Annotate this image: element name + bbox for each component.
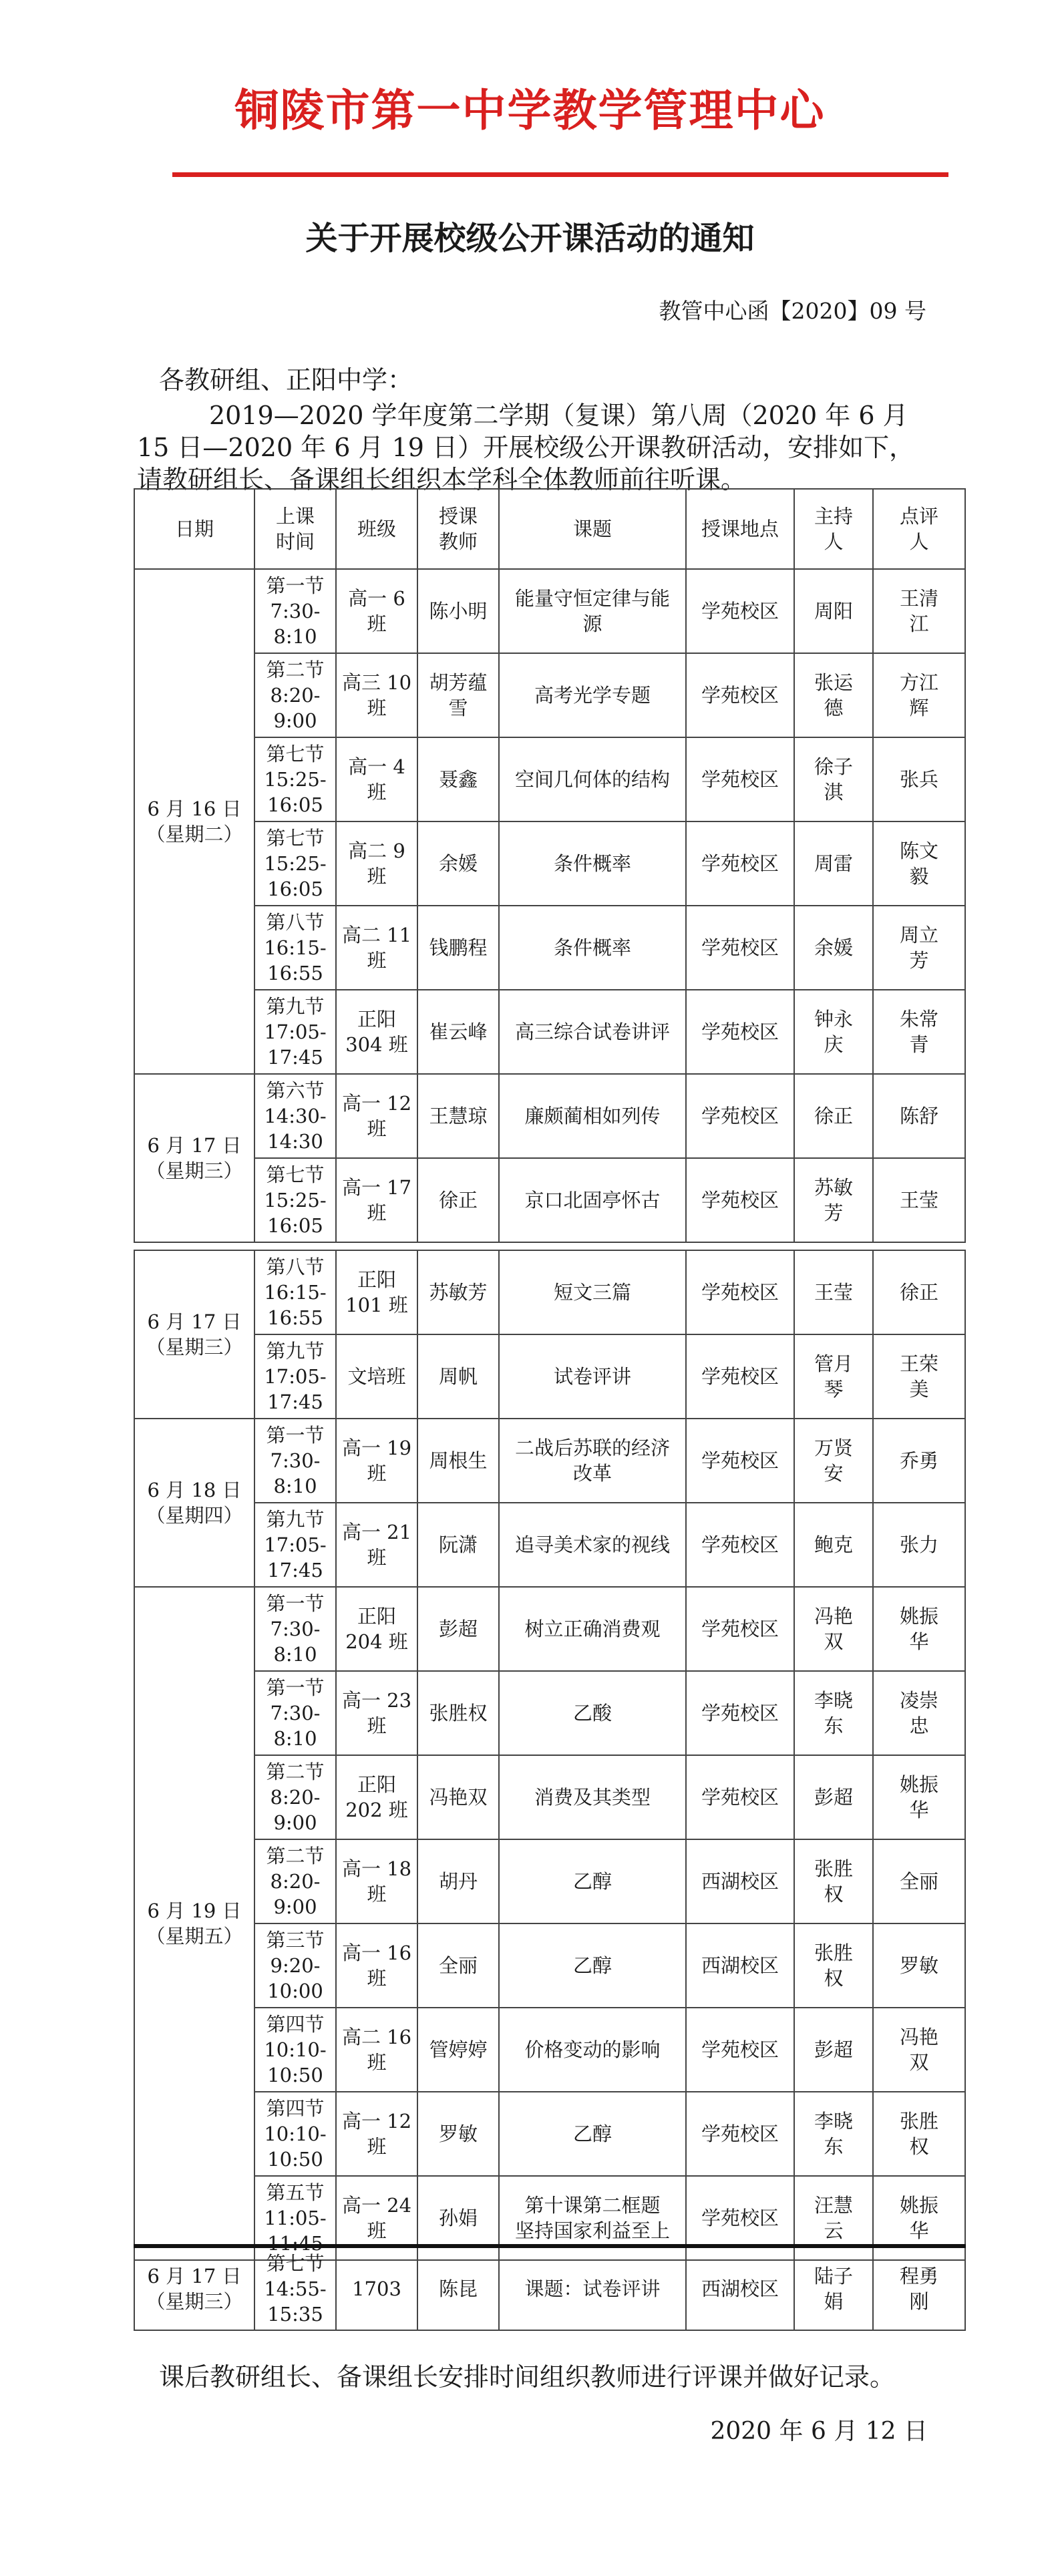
- time-cell: 第一节 7:30- 8:10: [254, 1419, 336, 1503]
- reviewer-cell: 姚振 华: [873, 2176, 965, 2260]
- class-cell: 高一 24 班: [336, 2176, 417, 2260]
- time-cell: 第一节 7:30- 8:10: [254, 1671, 336, 1755]
- reviewer-cell: 乔勇: [873, 1419, 965, 1503]
- time-cell: 第六节 14:30- 14:30: [254, 1074, 336, 1158]
- teacher-cell: 余媛: [417, 821, 499, 906]
- notice-paragraph: 2019—2020 学年度第二学期（复课）第八周（2020 年 6 月 15 日—2020 年 6 月 19 日）开展校级公开课教研活动，安排如下，请教研组长、备课组长组织本学科全体教师前往听课。: [137, 401, 915, 494]
- reviewer-cell: 方江 辉: [873, 653, 965, 737]
- topic-cell: 追寻美术家的视线: [499, 1503, 686, 1587]
- header-place: 授课地点: [686, 489, 794, 569]
- reviewer-cell: 张胜 权: [873, 2092, 965, 2176]
- issue-date: 2020 年 6 月 12 日: [710, 2418, 928, 2445]
- table-row: [134, 737, 965, 821]
- time-cell: 第九节 17:05- 17:45: [254, 1334, 336, 1419]
- class-cell: 正阳 204 班: [336, 1587, 417, 1671]
- place-cell: 学苑校区: [686, 1419, 794, 1503]
- teacher-cell: 罗敏: [417, 2092, 499, 2176]
- place-cell: 学苑校区: [686, 1334, 794, 1419]
- reviewer-cell: 凌崇 忠: [873, 1671, 965, 1755]
- header-host: 主持 人: [794, 489, 873, 569]
- topic-cell: 乙醇: [499, 1839, 686, 1923]
- table-row: [134, 1923, 965, 2008]
- topic-cell: 廉颇蔺相如列传: [499, 1074, 686, 1158]
- footer-note: 课后教研组长、备课组长安排时间组织教师进行评课并做好记录。: [159, 2362, 896, 2392]
- teacher-cell: 张胜权: [417, 1671, 499, 1755]
- class-cell: 高二 9 班: [336, 821, 417, 906]
- place-cell: 学苑校区: [686, 1587, 794, 1671]
- header-date: 日期: [134, 489, 254, 569]
- teacher-cell: 崔云峰: [417, 990, 499, 1074]
- class-cell: 高一 12 班: [336, 2092, 417, 2176]
- table-row: [134, 1503, 965, 1587]
- time-cell: 第七节 15:25- 16:05: [254, 821, 336, 906]
- table-row: [134, 653, 965, 737]
- table-body: [134, 1250, 965, 2260]
- place-cell: 学苑校区: [686, 1250, 794, 1334]
- place-cell: 西湖校区: [686, 2246, 794, 2330]
- table-row: [134, 1755, 965, 1839]
- reviewer-cell: 冯艳 双: [873, 2008, 965, 2092]
- class-cell: 高一 12 班: [336, 1074, 417, 1158]
- topic-cell: 空间几何体的结构: [499, 737, 686, 821]
- place-cell: 西湖校区: [686, 1839, 794, 1923]
- header-reviewer: 点评 人: [873, 489, 965, 569]
- place-cell: 学苑校区: [686, 1158, 794, 1242]
- topic-cell: 乙酸: [499, 1671, 686, 1755]
- reviewer-cell: 朱常 青: [873, 990, 965, 1074]
- time-cell: 第一节 7:30- 8:10: [254, 1587, 336, 1671]
- table-row: [134, 906, 965, 990]
- teacher-cell: 彭超: [417, 1587, 499, 1671]
- class-cell: 文培班: [336, 1334, 417, 1419]
- reviewer-cell: 张力: [873, 1503, 965, 1587]
- host-cell: 李晓 东: [794, 2092, 873, 2176]
- place-cell: 学苑校区: [686, 1503, 794, 1587]
- class-cell: 正阳 304 班: [336, 990, 417, 1074]
- time-cell: 第二节 8:20- 9:00: [254, 1839, 336, 1923]
- time-cell: 第四节 10:10- 10:50: [254, 2008, 336, 2092]
- place-cell: 学苑校区: [686, 2008, 794, 2092]
- teacher-cell: 全丽: [417, 1923, 499, 2008]
- date-cell: 6 月 17 日 （星期三）: [134, 1250, 254, 1419]
- class-cell: 高一 18 班: [336, 1839, 417, 1923]
- topic-cell: 乙醇: [499, 2092, 686, 2176]
- table-row: [134, 1419, 965, 1503]
- host-cell: 周阳: [794, 569, 873, 653]
- table-row: [134, 2008, 965, 2092]
- table-row: [134, 1587, 965, 1671]
- host-cell: 张胜 权: [794, 1839, 873, 1923]
- header-teacher: 授课 教师: [417, 489, 499, 569]
- topic-cell: 条件概率: [499, 821, 686, 906]
- reviewer-cell: 王荣 美: [873, 1334, 965, 1419]
- host-cell: 徐子 淇: [794, 737, 873, 821]
- time-cell: 第四节 10:10- 10:50: [254, 2092, 336, 2176]
- class-cell: 高一 21 班: [336, 1503, 417, 1587]
- place-cell: 学苑校区: [686, 737, 794, 821]
- class-cell: 1703: [336, 2246, 417, 2330]
- schedule-table-part-1: [134, 488, 966, 1243]
- class-cell: 高三 10 班: [336, 653, 417, 737]
- topic-cell: 价格变动的影响: [499, 2008, 686, 2092]
- place-cell: 学苑校区: [686, 569, 794, 653]
- reviewer-cell: 徐正: [873, 1250, 965, 1334]
- table-row: [134, 1334, 965, 1419]
- reviewer-cell: 周立 芳: [873, 906, 965, 990]
- host-cell: 冯艳 双: [794, 1587, 873, 1671]
- teacher-cell: 钱鹏程: [417, 906, 499, 990]
- date-cell: 6 月 19 日 （星期五）: [134, 1587, 254, 2260]
- table-row: [134, 1158, 965, 1242]
- table-header-row: [134, 489, 965, 569]
- class-cell: 高一 16 班: [336, 1923, 417, 2008]
- topic-cell: 第十课第二框题 坚持国家利益至上: [499, 2176, 686, 2260]
- time-cell: 第五节 11:05- 11:45: [254, 2176, 336, 2260]
- host-cell: 鲍克: [794, 1503, 873, 1587]
- topic-cell: 京口北固亭怀古: [499, 1158, 686, 1242]
- teacher-cell: 胡芳蕴 雪: [417, 653, 499, 737]
- teacher-cell: 管婷婷: [417, 2008, 499, 2092]
- class-cell: 高一 4 班: [336, 737, 417, 821]
- host-cell: 张胜 权: [794, 1923, 873, 2008]
- place-cell: 学苑校区: [686, 906, 794, 990]
- time-cell: 第七节 15:25- 16:05: [254, 1158, 336, 1242]
- schedule-table-part-2: [134, 1250, 966, 2261]
- class-cell: 高一 19 班: [336, 1419, 417, 1503]
- host-cell: 王莹: [794, 1250, 873, 1334]
- topic-cell: 能量守恒定律与能 源: [499, 569, 686, 653]
- host-cell: 管月 琴: [794, 1334, 873, 1419]
- time-cell: 第九节 17:05- 17:45: [254, 990, 336, 1074]
- date-cell: 6 月 17 日 （星期三）: [134, 1074, 254, 1242]
- class-cell: 正阳 101 班: [336, 1250, 417, 1334]
- reviewer-cell: 姚振 华: [873, 1587, 965, 1671]
- teacher-cell: 王慧琼: [417, 1074, 499, 1158]
- place-cell: 西湖校区: [686, 1923, 794, 2008]
- reviewer-cell: 全丽: [873, 1839, 965, 1923]
- table-row: [134, 2246, 965, 2330]
- table-row: [134, 1250, 965, 1334]
- class-cell: 高二 11 班: [336, 906, 417, 990]
- host-cell: 张运 德: [794, 653, 873, 737]
- host-cell: 钟永 庆: [794, 990, 873, 1074]
- table-row: [134, 1671, 965, 1755]
- header-topic: 课题: [499, 489, 686, 569]
- topic-cell: 消费及其类型: [499, 1755, 686, 1839]
- reviewer-cell: 张兵: [873, 737, 965, 821]
- place-cell: 学苑校区: [686, 821, 794, 906]
- reviewer-cell: 程勇 刚: [873, 2246, 965, 2330]
- class-cell: 高一 6 班: [336, 569, 417, 653]
- host-cell: 万贤 安: [794, 1419, 873, 1503]
- time-cell: 第一节 7:30- 8:10: [254, 569, 336, 653]
- time-cell: 第七节 14:55- 15:35: [254, 2246, 336, 2330]
- reviewer-cell: 姚振 华: [873, 1755, 965, 1839]
- addressee: 各教研组、正阳中学：: [159, 365, 413, 395]
- host-cell: 陆子 娟: [794, 2246, 873, 2330]
- header-red-line: [172, 172, 948, 177]
- topic-cell: 短文三篇: [499, 1250, 686, 1334]
- header-class: 班级: [336, 489, 417, 569]
- place-cell: 学苑校区: [686, 2092, 794, 2176]
- teacher-cell: 徐正: [417, 1158, 499, 1242]
- notice-title: 关于开展校级公开课活动的通知: [305, 220, 755, 257]
- reviewer-cell: 罗敏: [873, 1923, 965, 2008]
- place-cell: 学苑校区: [686, 990, 794, 1074]
- teacher-cell: 陈昆: [417, 2246, 499, 2330]
- teacher-cell: 胡丹: [417, 1839, 499, 1923]
- topic-cell: 试卷评讲: [499, 1334, 686, 1419]
- place-cell: 学苑校区: [686, 2176, 794, 2260]
- place-cell: 学苑校区: [686, 653, 794, 737]
- place-cell: 学苑校区: [686, 1074, 794, 1158]
- place-cell: 学苑校区: [686, 1755, 794, 1839]
- host-cell: 周雷: [794, 821, 873, 906]
- table-row: [134, 821, 965, 906]
- host-cell: 彭超: [794, 2008, 873, 2092]
- table-body: [134, 2246, 965, 2330]
- date-cell: 6 月 18 日 （星期四）: [134, 1419, 254, 1587]
- topic-cell: 高考光学专题: [499, 653, 686, 737]
- table-row: [134, 569, 965, 653]
- teacher-cell: 周帆: [417, 1334, 499, 1419]
- teacher-cell: 孙娟: [417, 2176, 499, 2260]
- class-cell: 高一 23 班: [336, 1671, 417, 1755]
- host-cell: 徐正: [794, 1074, 873, 1158]
- host-cell: 汪慧 云: [794, 2176, 873, 2260]
- table-row: [134, 1074, 965, 1158]
- teacher-cell: 冯艳双: [417, 1755, 499, 1839]
- topic-cell: 乙醇: [499, 1923, 686, 2008]
- host-cell: 李晓 东: [794, 1671, 873, 1755]
- teacher-cell: 周根生: [417, 1419, 499, 1503]
- organization-title: 铜陵市第一中学教学管理中心: [234, 85, 826, 136]
- time-cell: 第二节 8:20- 9:00: [254, 653, 336, 737]
- schedule-table-part-3: [134, 2244, 966, 2331]
- table-row: [134, 1839, 965, 1923]
- table-row: [134, 990, 965, 1074]
- topic-cell: 条件概率: [499, 906, 686, 990]
- time-cell: 第三节 9:20- 10:00: [254, 1923, 336, 2008]
- date-cell: 6 月 16 日 （星期二）: [134, 569, 254, 1074]
- host-cell: 苏敏 芳: [794, 1158, 873, 1242]
- reviewer-cell: 王清 江: [873, 569, 965, 653]
- document-number: 教管中心函【2020】09 号: [659, 298, 926, 324]
- class-cell: 高二 16 班: [336, 2008, 417, 2092]
- teacher-cell: 阮潇: [417, 1503, 499, 1587]
- time-cell: 第八节 16:15- 16:55: [254, 906, 336, 990]
- topic-cell: 高三综合试卷讲评: [499, 990, 686, 1074]
- reviewer-cell: 陈文 毅: [873, 821, 965, 906]
- reviewer-cell: 陈舒: [873, 1074, 965, 1158]
- teacher-cell: 聂鑫: [417, 737, 499, 821]
- place-cell: 学苑校区: [686, 1671, 794, 1755]
- time-cell: 第八节 16:15- 16:55: [254, 1250, 336, 1334]
- topic-cell: 二战后苏联的经济 改革: [499, 1419, 686, 1503]
- topic-cell: 树立正确消费观: [499, 1587, 686, 1671]
- topic-cell: 课题：试卷评讲: [499, 2246, 686, 2330]
- header-time: 上课 时间: [254, 489, 336, 569]
- host-cell: 余媛: [794, 906, 873, 990]
- teacher-cell: 陈小明: [417, 569, 499, 653]
- table-row: [134, 2092, 965, 2176]
- teacher-cell: 苏敏芳: [417, 1250, 499, 1334]
- reviewer-cell: 王莹: [873, 1158, 965, 1242]
- table-body: [134, 569, 965, 1242]
- time-cell: 第九节 17:05- 17:45: [254, 1503, 336, 1587]
- host-cell: 彭超: [794, 1755, 873, 1839]
- date-cell: 6 月 17 日 （星期三）: [134, 2246, 254, 2330]
- class-cell: 高一 17 班: [336, 1158, 417, 1242]
- time-cell: 第七节 15:25- 16:05: [254, 737, 336, 821]
- class-cell: 正阳 202 班: [336, 1755, 417, 1839]
- time-cell: 第二节 8:20- 9:00: [254, 1755, 336, 1839]
